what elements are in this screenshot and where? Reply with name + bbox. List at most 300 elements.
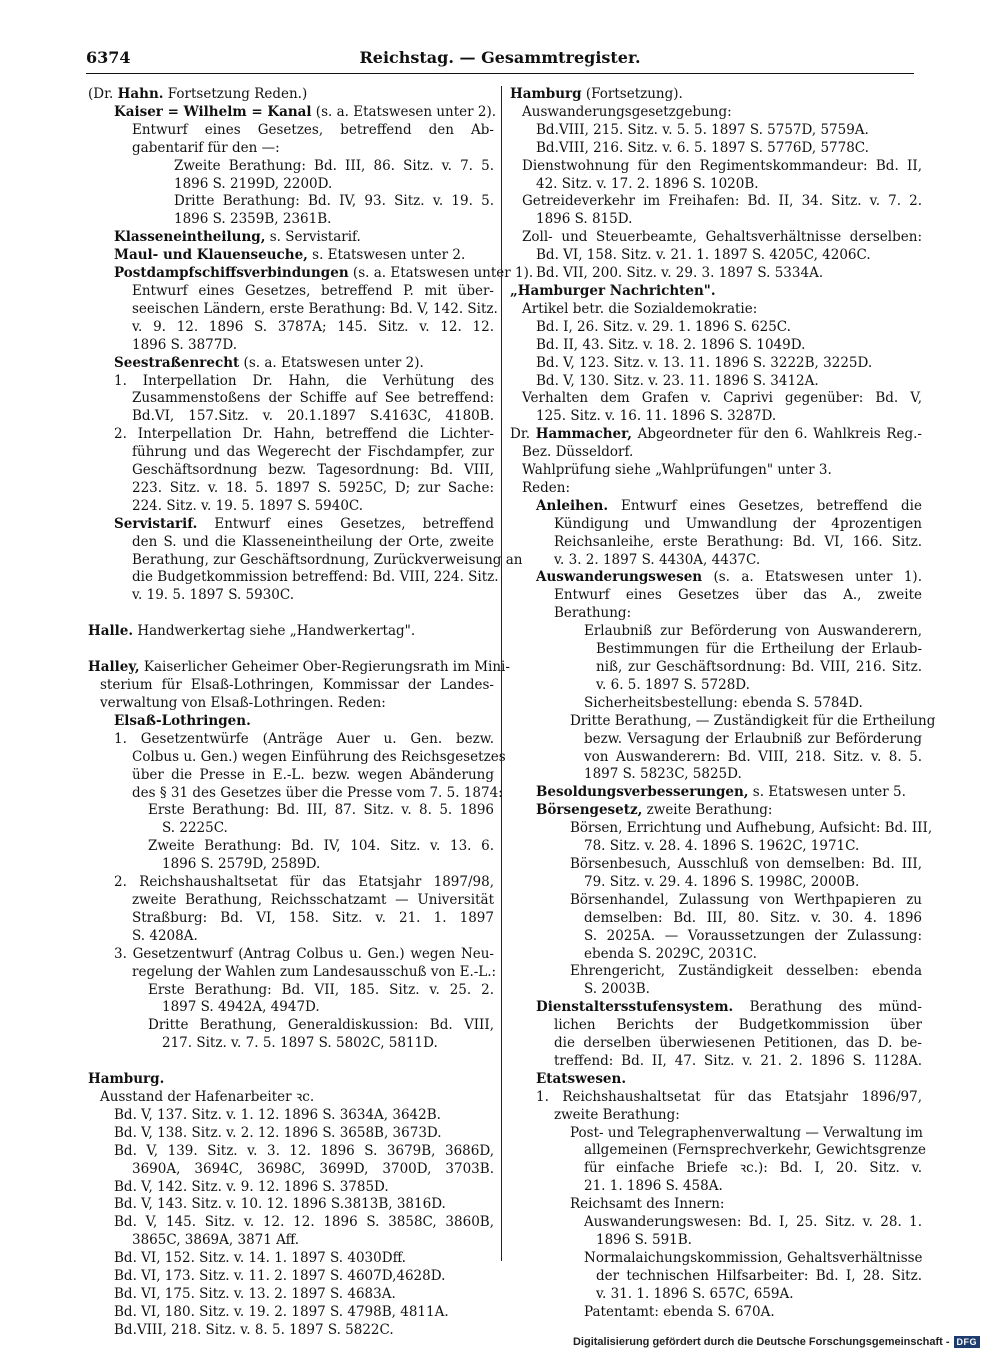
line-text: (s. a. Etatswesen unter 1). (348, 265, 534, 282)
line-text: gabentarif für den —: (132, 139, 280, 156)
line-text: niß, zur Geschäftsordnung: Bd. VIII, 216. Sitz. (596, 659, 922, 675)
text-line (510, 587, 922, 605)
text-line (510, 355, 922, 373)
header-rule (86, 73, 914, 74)
text-line (510, 1250, 922, 1268)
text-line (510, 946, 922, 964)
page-header (86, 48, 914, 72)
text-line (510, 1035, 922, 1053)
line-text: seeischen Ländern, erste Berathung: Bd. V, 142. Sitz. (132, 300, 498, 317)
line-text: 224. Sitz. v. 19. 5. 1897 S. 5940C. (132, 497, 364, 514)
text-line (510, 766, 922, 784)
text-line (88, 784, 503, 803)
text-line (510, 247, 922, 265)
text-line (88, 623, 494, 641)
line-text: Abgeordneter für den 6. Wahlkreis Reg.- (631, 426, 922, 443)
line-text: 2. Reichshaushaltsetat für das Etatsjahr 1897/98, (114, 874, 494, 891)
line-text: Börsenhandel, Zulassung von Werthpapieren zu (570, 891, 922, 908)
text-line (88, 569, 499, 587)
entry-heading: Postdampfschiffsverbindungen (114, 265, 349, 282)
text-line (510, 641, 922, 659)
text-line (510, 605, 922, 623)
text-line (88, 1071, 494, 1089)
text-line (88, 444, 494, 462)
line-text: Bd. V, 145. Sitz. v. 12. 12. 1896 S. 3858C, 3860B, (114, 1214, 494, 1231)
line-text: Bd. V, 139. Sitz. v. 3. 12. 1896 S. 3679B, 3686D, (114, 1142, 494, 1159)
page-number: 6374 (86, 48, 131, 67)
line-text: Reichsamt des Innern: (570, 1196, 725, 1213)
line-text: s. Servistarif. (265, 229, 361, 246)
line-text: 217. Sitz. v. 7. 5. 1897 S. 5802C, 5811D. (162, 1035, 438, 1052)
text-line (510, 856, 922, 874)
footer-credit (573, 1334, 980, 1350)
text-line (88, 963, 497, 982)
text-line (510, 229, 922, 247)
text-line (88, 874, 494, 892)
line-text: v. 31. 1. 1896 S. 657C, 659A. (596, 1285, 794, 1302)
entry-heading: Hahn. (117, 86, 164, 102)
line-text: Erste Berathung: Bd. VII, 185. Sitz. v. 25. 2. (148, 981, 494, 998)
line-text: Ehrengericht, Zuständigkeit desselben: ebenda (570, 963, 922, 980)
text-line (88, 1017, 494, 1035)
text-line (510, 963, 922, 981)
line-text: Colbus u. Gen.) wegen Einführung des Reichsgesetzes (132, 748, 506, 765)
line-text: Bd. V, 123. Sitz. v. 13. 11. 1896 S. 3222B, 3225D. (536, 354, 873, 371)
text-line (510, 86, 922, 104)
dfg-logo: DFG (954, 1336, 981, 1348)
line-text: Dritte Berathung, — Zuständigkeit für die Ertheilung (570, 712, 936, 729)
line-text: 1896 S. 2359B, 2361B. (174, 211, 332, 228)
line-text: allgemeinen (Fernsprechverkehr, Gewichtsgrenze (584, 1142, 927, 1159)
text-line (510, 1268, 922, 1286)
text-line (88, 480, 494, 498)
line-text: der technischen Hilfsarbeiter: Bd. I, 28. Sitz. (596, 1267, 922, 1284)
line-text: S. 2025A. — Voraussetzungen der Zulassung: (584, 927, 922, 944)
line-text: (s. a. Etatswesen unter 2). (239, 354, 424, 371)
text-line (88, 426, 494, 444)
entry-heading: Börsengesetz, (536, 802, 643, 819)
line-text: Post- und Telegraphenverwaltung — Verwaltung im (570, 1124, 923, 1141)
text-line (88, 999, 494, 1017)
line-text: 1896 S. 2579D, 2589D. (162, 856, 321, 873)
line-text: v. 3. 2. 1897 S. 4430A, 4437C. (554, 551, 761, 568)
line-text: Getreideverkehr im Freihafen: Bd. II, 34. Sitz. v. 7. 2. (522, 193, 922, 210)
text-line (510, 731, 922, 749)
text-line (510, 408, 922, 426)
line-text: Bd. V, 130. Sitz. v. 23. 11. 1896 S. 3412A. (536, 372, 819, 389)
text-line (88, 587, 494, 605)
text-line (510, 390, 922, 408)
text-line (510, 784, 922, 802)
line-text: 1. Reichshaushaltsetat für das Etatsjahr 1896/97, (536, 1088, 922, 1105)
line-text: v. 9. 12. 1896 S. 3787A; 145. Sitz. v. 12. 12. (132, 318, 494, 335)
text-line (510, 1107, 922, 1125)
line-text: Geschäftsordnung bezw. Tagesordnung: Bd. VIII, (132, 462, 494, 479)
text-line (88, 176, 494, 194)
line-text: Bd. V, 143. Sitz. v. 10. 12. 1896 S.3813B, 3816D. (114, 1196, 446, 1213)
line-text: sterium für Elsaß-Lothringen, Kommissar der Landes- (100, 677, 494, 694)
text-line (88, 928, 494, 946)
line-text: Bd.VIII, 218. Sitz. v. 8. 5. 1897 S. 5822C. (114, 1321, 394, 1338)
line-text: Auswanderungswesen: Bd. I, 25. Sitz. v. 28. 1. (584, 1214, 922, 1231)
entry-heading: Hammacher, (535, 426, 632, 443)
text-line (510, 1053, 922, 1071)
line-text: von Auswanderern: Bd. VIII, 218. Sitz. v. 8. 5. (584, 748, 922, 765)
text-line (88, 300, 498, 319)
line-text: Zusammenstoßens der Schiffe auf See betreffend: (132, 390, 494, 407)
text-line (88, 193, 494, 211)
entry-heading: Klasseneintheilung, (114, 229, 266, 246)
text-line (510, 892, 922, 910)
line-text: Bd. VII, 200. Sitz. v. 29. 3. 1897 S. 5334A. (536, 265, 824, 282)
line-text: S. 4208A. (132, 927, 198, 944)
text-line (510, 534, 922, 552)
line-text: Kündigung und Umwandlung der 4prozentigen (554, 515, 922, 532)
line-text: Entwurf eines Gesetzes über das A., zweite (554, 587, 922, 604)
line-text: Reden: (522, 479, 571, 496)
line-text: S. 2003B. (584, 981, 650, 998)
line-text: über die Presse in E.-L. bezw. wegen Abänderung (132, 766, 494, 783)
text-line (88, 462, 494, 480)
line-text: 223. Sitz. v. 18. 5. 1897 S. 5925C, D; zur Sache: (132, 479, 494, 496)
entry-heading: Servistarif. (114, 515, 198, 532)
text-line (88, 140, 494, 158)
text-line (88, 390, 494, 408)
line-text: regelung der Wahlen zum Landesausschuß von E.-L.: (132, 963, 497, 980)
right-column (510, 86, 936, 1322)
line-text: Bd. V, 138. Sitz. v. 2. 12. 1896 S. 3658B, 3673D. (114, 1124, 442, 1141)
left-column (88, 86, 534, 1340)
line-text: (s. a. Etatswesen unter 1). (702, 569, 922, 586)
text-line (510, 749, 922, 767)
spacer (88, 641, 494, 659)
text-line (88, 498, 494, 516)
line-text: Ausstand der Hafenarbeiter ꝛc. (100, 1089, 315, 1106)
text-line (510, 623, 922, 641)
spacer (88, 1053, 494, 1071)
line-text: Berathung des münd- (733, 999, 922, 1016)
text-line (88, 1214, 494, 1232)
line-text: Patentamt: ebenda S. 670A. (584, 1303, 775, 1320)
text-line (510, 1286, 922, 1304)
text-line (510, 283, 922, 301)
text-line (510, 1178, 922, 1196)
line-text: lichen Berichts der Budgetkommission über (554, 1017, 922, 1034)
line-text: 1. Gesetzentwürfe (Anträge Auer u. Gen. bezw. (114, 730, 494, 747)
text-line (510, 1142, 927, 1160)
line-text: führung und das Wegerecht der Fischdampfer, zur (132, 444, 494, 461)
text-line (88, 1125, 494, 1143)
line-text: ebenda S. 2029C, 2031C. (584, 945, 757, 962)
text-line (88, 355, 494, 373)
text-line (88, 1268, 494, 1286)
entry-heading: Dienstaltersstufensystem. (536, 999, 734, 1016)
text-line (510, 319, 922, 337)
text-line (510, 140, 922, 158)
text-line (510, 426, 922, 444)
text-line (88, 802, 494, 820)
line-text: Straßburg: Bd. VI, 158. Sitz. v. 21. 1. 1897 (132, 909, 494, 926)
text-line (510, 999, 922, 1017)
line-text: v. 19. 5. 1897 S. 5930C. (132, 587, 295, 604)
text-line (88, 283, 494, 301)
line-text: Erste Berathung: Bd. III, 87. Sitz. v. 8. 5. 1896 (148, 802, 494, 819)
text-line (88, 373, 494, 391)
line-text: Erlaubniß zur Beförderung von Auswanderern, (584, 623, 922, 640)
text-line (88, 946, 494, 964)
line-text: 3865C, 3869A, 3871 Aff. (132, 1232, 300, 1249)
entry-heading: Maul- und Klauenseuche, (114, 247, 308, 264)
text-line (510, 193, 922, 211)
line-text: Bd. VI, 158. Sitz. v. 21. 1. 1897 S. 4205C, 4206C. (536, 247, 871, 264)
line-text: Bd. V, 137. Sitz. v. 1. 12. 1896 S. 3634A, 3642B. (114, 1106, 441, 1123)
entry-heading: Halley, (88, 659, 140, 676)
text-line (88, 534, 494, 552)
text-line (88, 838, 494, 856)
line-text: Bd. V, 142. Sitz. v. 9. 12. 1896 S. 3785D. (114, 1178, 389, 1195)
entry-heading: Auswanderungswesen (536, 569, 703, 586)
text-line (88, 103, 497, 122)
line-text: Reichsanleihe, erste Berathung: Bd. VI, 166. Sitz. (554, 533, 922, 550)
text-line (510, 1232, 922, 1250)
text-line (88, 856, 494, 874)
line-text: Bd. VI, 152. Sitz. v. 14. 1. 1897 S. 4030Dff. (114, 1250, 406, 1267)
line-text: Kaiserlicher Geheimer Ober-Regierungsrath im Mini- (139, 659, 510, 676)
text-line (88, 695, 494, 713)
text-line (88, 337, 494, 355)
entry-heading: Seestraßenrecht (114, 354, 240, 371)
line-text: für einfache Briefe ꝛc.): Bd. I, 20. Sitz. v. (584, 1160, 922, 1177)
line-text: (Dr. (88, 86, 118, 102)
line-text: Zweite Berathung: Bd. III, 86. Sitz. v. 7. 5. (174, 157, 494, 174)
column-divider (501, 86, 502, 1261)
line-text: (s. a. Etatswesen unter 2). (311, 103, 497, 120)
line-text: Bd. I, 26. Sitz. v. 29. 1. 1896 S. 625C. (536, 318, 791, 335)
text-line (88, 122, 494, 140)
text-line (510, 158, 922, 176)
line-text: Entwurf eines Gesetzes, betreffend den Ab- (132, 121, 494, 138)
entry-heading: Hamburg. (88, 1071, 165, 1088)
text-line (88, 767, 494, 785)
line-text: Dr. (510, 426, 536, 443)
line-text: S. 2225C. (162, 820, 228, 837)
text-line (510, 1160, 922, 1178)
text-line (88, 748, 506, 767)
line-text: s. Etatswesen unter 2. (307, 247, 466, 264)
text-line (510, 1214, 922, 1232)
line-text: 79. Sitz. v. 29. 4. 1896 S. 1998C, 2000B. (584, 873, 860, 890)
text-line (510, 552, 922, 570)
line-text: 1897 S. 4942A, 4947D. (162, 999, 320, 1016)
text-line (510, 265, 922, 283)
entry-heading: Elsaß-Lothringen. (114, 712, 251, 729)
line-text: Bd.VIII, 216. Sitz. v. 6. 5. 1897 S. 5776D, 5778C. (536, 139, 869, 156)
line-text: 21. 1. 1896 S. 458A. (584, 1178, 723, 1195)
text-line (510, 695, 922, 713)
line-text: Bd. VI, 180. Sitz. v. 19. 2. 1897 S. 4798B, 4811A. (114, 1303, 449, 1320)
line-text: 125. Sitz. v. 16. 11. 1896 S. 3287D. (536, 408, 777, 425)
text-line (88, 820, 494, 838)
line-text: Sicherheitsbestellung: ebenda S. 5784D. (584, 694, 863, 711)
text-line (88, 265, 534, 283)
entry-heading: „Hamburger Nachrichten". (510, 282, 716, 299)
line-text: Bd. VI, 175. Sitz. v. 13. 2. 1897 S. 4683A. (114, 1286, 396, 1302)
entry-heading: Hamburg (510, 86, 582, 102)
line-text: Dienstwohnung für den Regimentskommandeur: Bd. II, (522, 157, 922, 174)
text-line (88, 910, 494, 928)
text-line (88, 659, 510, 677)
text-line (88, 677, 494, 695)
text-line (88, 158, 494, 176)
text-line (510, 480, 922, 498)
text-line (510, 1196, 922, 1214)
text-line (88, 211, 494, 229)
line-text: treffend: Bd. II, 47. Sitz. v. 21. 2. 1896 S. 1128A. (554, 1052, 922, 1069)
line-text: 1896 S. 591B. (596, 1232, 692, 1248)
text-line (510, 928, 922, 946)
entry-heading: Besoldungsverbesserungen, (536, 784, 749, 801)
text-line (88, 1322, 494, 1340)
line-text: des § 31 des Gesetzes über die Presse vom 7. 5. 1874: (132, 784, 503, 801)
entry-heading: Kaiser = Wilhelm = Kanal (114, 103, 312, 120)
text-line (510, 444, 922, 462)
line-text: zweite Berathung: (642, 802, 773, 819)
text-line (510, 211, 922, 229)
line-text: Entwurf eines Gesetzes, betreffend (197, 515, 494, 532)
entry-heading: Anleihen. (536, 497, 609, 514)
text-line (510, 301, 922, 319)
line-text: Entwurf eines Gesetzes, betreffend die (608, 497, 922, 514)
text-line (510, 874, 922, 892)
line-text: 42. Sitz. v. 17. 2. 1896 S. 1020B. (536, 175, 759, 192)
line-text: die derselben überwiesenen Petitionen, das D. be- (554, 1035, 922, 1052)
text-line (88, 1250, 494, 1268)
line-text: Berathung: (554, 605, 632, 622)
text-line (88, 551, 523, 570)
text-line (88, 86, 494, 104)
line-text: Normalaichungskommission, Gehaltsverhältnisse (584, 1249, 923, 1266)
line-text: Bez. Düsseldorf. (522, 444, 634, 461)
line-text: 1. Interpellation Dr. Hahn, die Verhütung des (114, 372, 494, 389)
text-line (88, 1089, 494, 1107)
text-line (88, 1196, 494, 1214)
line-text: Fortsetzung Reden.) (163, 86, 308, 102)
line-text: verwaltung von Elsaß-Lothringen. Reden: (100, 695, 386, 711)
text-line (510, 337, 922, 355)
line-text: Wahlprüfung siehe „Wahlprüfungen" unter 3. (522, 462, 832, 479)
line-text: Entwurf eines Gesetzes, betreffend P. mit über- (132, 282, 494, 299)
line-text: 1896 S. 3877D. (132, 336, 237, 353)
entry-heading: Etatswesen. (536, 1070, 627, 1087)
line-text: Bd.VI, 157.Sitz. v. 20.1.1897 S.4163C, 4180B. (132, 408, 494, 425)
line-text: s. Etatswesen unter 5. (748, 784, 906, 801)
text-line (510, 462, 922, 480)
entry-heading: Halle. (88, 623, 134, 640)
text-line (510, 981, 922, 999)
text-line (510, 802, 922, 820)
text-line (510, 516, 922, 534)
line-text: Bd.VIII, 215. Sitz. v. 5. 5. 1897 S. 5757D, 5759A. (536, 121, 869, 138)
line-text: 1896 S. 2199D, 2200D. (174, 175, 333, 192)
line-text: zweite Berathung: (554, 1106, 680, 1123)
text-line (510, 373, 922, 391)
footer-text: Digitalisierung gefördert durch die Deutsche Forschungsgemeinschaft - (572, 1336, 950, 1348)
line-text: 3690A, 3694C, 3698C, 3699D, 3700D, 3703B. (132, 1160, 494, 1177)
line-text: 78. Sitz. v. 28. 4. 1896 S. 1962C, 1971C. (584, 838, 860, 855)
line-text: die Budgetkommission betreffend: Bd. VIII, 224. Sitz. (132, 569, 499, 586)
line-text: Bestimmungen für die Ertheilung der Erlaub- (596, 641, 922, 658)
line-text: Bd. VI, 173. Sitz. v. 11. 2. 1897 S. 4607D,4628D. (114, 1268, 446, 1285)
text-line (510, 122, 922, 140)
text-line (88, 892, 494, 910)
text-line (510, 659, 922, 677)
text-line (510, 677, 922, 695)
text-line (88, 1286, 494, 1304)
text-line (510, 910, 922, 928)
text-line (510, 104, 922, 122)
text-line (88, 1107, 494, 1125)
line-text: Dritte Berathung, Generaldiskussion: Bd. VIII, (148, 1017, 494, 1034)
text-line (88, 731, 494, 749)
line-text: 1897 S. 5823C, 5825D. (584, 766, 742, 783)
text-line (88, 1143, 494, 1161)
line-text: 3. Gesetzentwurf (Antrag Colbus u. Gen.) wegen Neu- (114, 945, 494, 962)
text-line (88, 229, 494, 247)
text-line (88, 516, 494, 534)
line-text: Zoll- und Steuerbeamte, Gehaltsverhältnisse derselben: (522, 229, 922, 246)
line-text: 2. Interpellation Dr. Hahn, betreffend die Lichter- (114, 426, 494, 443)
line-text: Verhalten dem Grafen v. Caprivi gegenüber: Bd. V, (522, 390, 922, 407)
spacer (88, 605, 494, 623)
line-text: demselben: Bd. III, 80. Sitz. v. 30. 4. 1896 (584, 909, 922, 926)
line-text: Börsen, Errichtung und Aufhebung, Aufsicht: Bd. III, (570, 820, 933, 837)
text-line (88, 1304, 494, 1322)
line-text: bezw. Versagung der Erlaubniß zur Beförderung (584, 730, 922, 747)
text-line (88, 408, 494, 426)
text-line (510, 1017, 922, 1035)
text-line (510, 712, 936, 731)
text-line (510, 176, 922, 194)
line-text: Dritte Berathung: Bd. IV, 93. Sitz. v. 19. 5. (174, 193, 494, 210)
line-text: v. 6. 5. 1897 S. 5728D. (596, 676, 750, 693)
line-text: Handwerkertag siehe „Handwerkertag". (133, 623, 416, 640)
text-line (510, 569, 922, 587)
text-line (510, 1089, 922, 1107)
line-text: Berathung, zur Geschäftsordnung, Zurückverweisung an (132, 551, 523, 568)
running-title: Reichstag. — Gesammtregister. (359, 48, 641, 67)
text-line (88, 1179, 494, 1197)
text-line (88, 1035, 494, 1053)
line-text: Artikel betr. die Sozialdemokratie: (522, 300, 758, 317)
text-line (88, 713, 494, 731)
line-text: zweite Berathung, Reichsschatzamt — Universität (132, 891, 494, 908)
line-text: Auswanderungsgesetzgebung: (522, 103, 732, 120)
line-text: Börsenbesuch, Ausschluß von demselben: Bd. III, (570, 855, 922, 872)
line-text: Zweite Berathung: Bd. IV, 104. Sitz. v. 13. 6. (148, 838, 494, 855)
line-text: 1896 S. 815D. (536, 211, 633, 228)
text-line (510, 498, 922, 516)
text-line (510, 820, 933, 838)
line-text: (Fortsetzung). (581, 86, 683, 102)
line-text: den S. und die Klasseneintheilung der Orte, zweite (132, 533, 494, 550)
text-line (510, 1304, 922, 1322)
text-line (88, 1232, 494, 1250)
text-line (510, 1125, 922, 1143)
text-line (510, 838, 922, 856)
line-text: Bd. II, 43. Sitz. v. 18. 2. 1896 S. 1049D. (536, 336, 806, 353)
text-line (88, 982, 494, 1000)
text-line (88, 247, 494, 265)
